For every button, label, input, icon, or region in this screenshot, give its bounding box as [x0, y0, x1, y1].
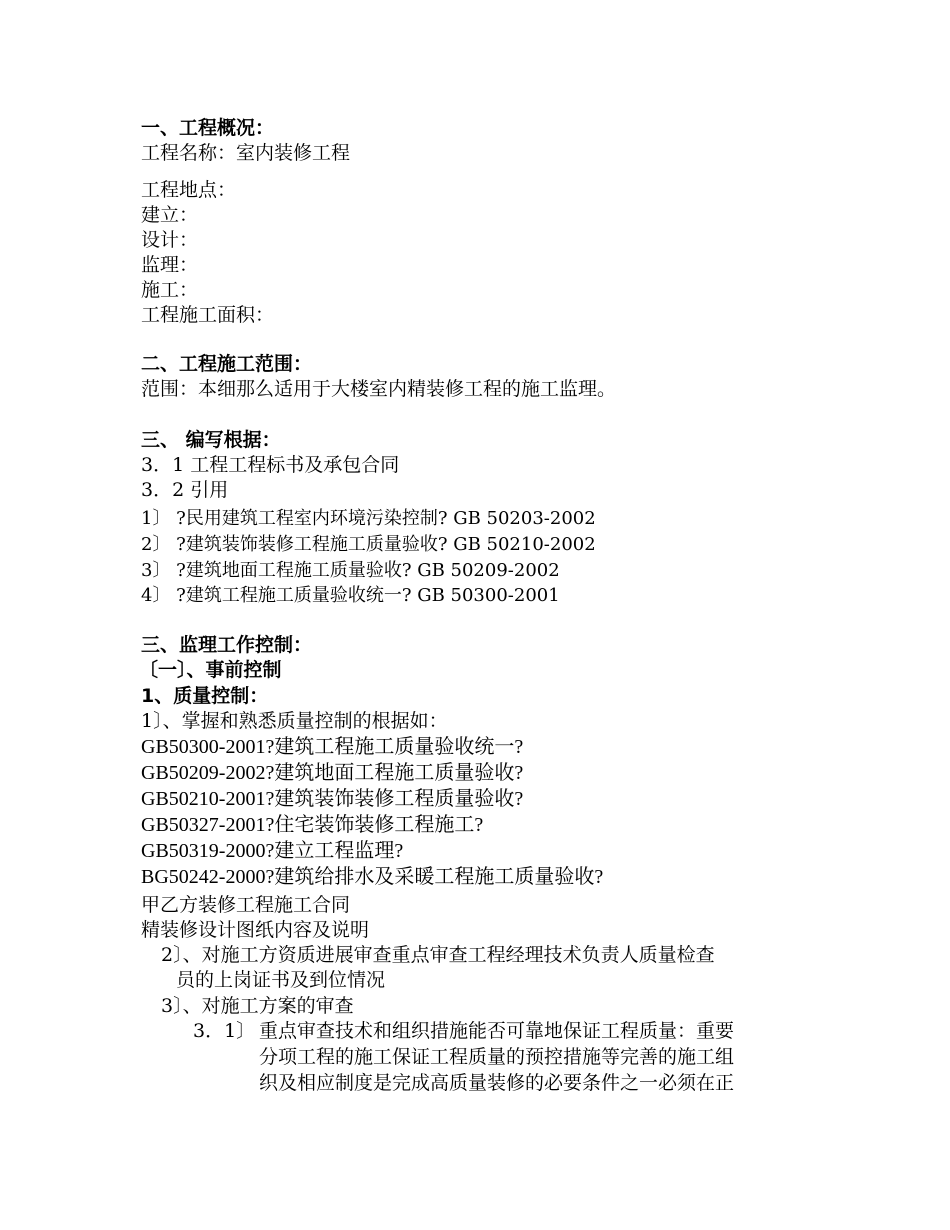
supervisor-line: 监理： — [141, 254, 199, 276]
builder-line: 建立： — [141, 204, 199, 226]
standard-line-3: GB50210-2001?建筑装饰装修工程质量验收? — [141, 788, 524, 810]
item-3-1-line-1: 重点审查技术和组织措施能否可靠地保证工程质量：重要 — [259, 1020, 735, 1042]
quality-basis-intro: 1〕、掌握和熟悉质量控制的根据如： — [141, 710, 448, 732]
project-location-line: 工程地点： — [141, 179, 237, 201]
reference-item-4: 4〕 ?建筑工程施工质量验收统一? GB 50300-2001 — [141, 585, 560, 606]
standard-line-1: GB50300-2001?建筑工程施工质量验收统一? — [141, 736, 524, 758]
item-3-1-line-2: 分项工程的施工保证工程质量的预控措施等完善的施工组 — [259, 1046, 735, 1068]
standard-line-5: GB50319-2000?建立工程监理? — [141, 840, 404, 862]
subheading-prior-control: 〔一〕、事前控制 — [139, 659, 282, 681]
construction-area-line: 工程施工面积： — [141, 304, 275, 326]
basis-line-3-1: 3．1 工程工程标书及承包合同 — [141, 454, 400, 476]
basis-line-3-2: 3．2 引用 — [141, 479, 229, 501]
contract-line: 甲乙方装修工程施工合同 — [141, 894, 351, 916]
item-3-1-line-3: 织及相应制度是完成高质量装修的必要条件之一必须在正 — [259, 1072, 735, 1094]
construction-plan-review: 3〕、对施工方案的审查 — [161, 995, 354, 1017]
standard-line-2: GB50209-2002?建筑地面工程施工质量验收? — [141, 762, 524, 784]
designer-line: 设计： — [141, 229, 199, 251]
subheading-quality-control: 1、质量控制： — [141, 685, 269, 707]
qualification-review-line-1: 2〕、对施工方资质进展审查重点审查工程经理技术负责人质量检查 — [161, 944, 715, 966]
section-heading-overview: 一、工程概况： — [141, 117, 275, 139]
contractor-line: 施工： — [141, 279, 199, 301]
item-3-1-number: 3．1〕 — [193, 1020, 256, 1042]
section-heading-control: 三、监理工作控制： — [141, 634, 313, 656]
standard-line-4: GB50327-2001?住宅装饰装修工程施工? — [141, 814, 484, 836]
project-name-line: 工程名称：室内装修工程 — [141, 142, 351, 164]
scope-line: 范围：本细那么适用于大楼室内精装修工程的施工监理。 — [141, 378, 617, 400]
reference-item-2: 2〕 ?建筑装饰装修工程施工质量验收? GB 50210-2002 — [141, 534, 596, 555]
standard-line-6: BG50242-2000?建筑给排水及采暖工程施工质量验收? — [141, 866, 604, 888]
reference-item-3: 3〕 ?建筑地面工程施工质量验收? GB 50209-2002 — [141, 560, 560, 581]
section-heading-scope: 二、工程施工范围： — [141, 353, 313, 375]
qualification-review-line-2: 员的上岗证书及到位情况 — [176, 969, 386, 991]
design-drawings-line: 精装修设计图纸内容及说明 — [141, 919, 370, 941]
reference-item-1: 1〕 ?民用建筑工程室内环境污染控制? GB 50203-2002 — [141, 508, 596, 529]
section-heading-basis: 三、 编写根据： — [141, 429, 281, 451]
